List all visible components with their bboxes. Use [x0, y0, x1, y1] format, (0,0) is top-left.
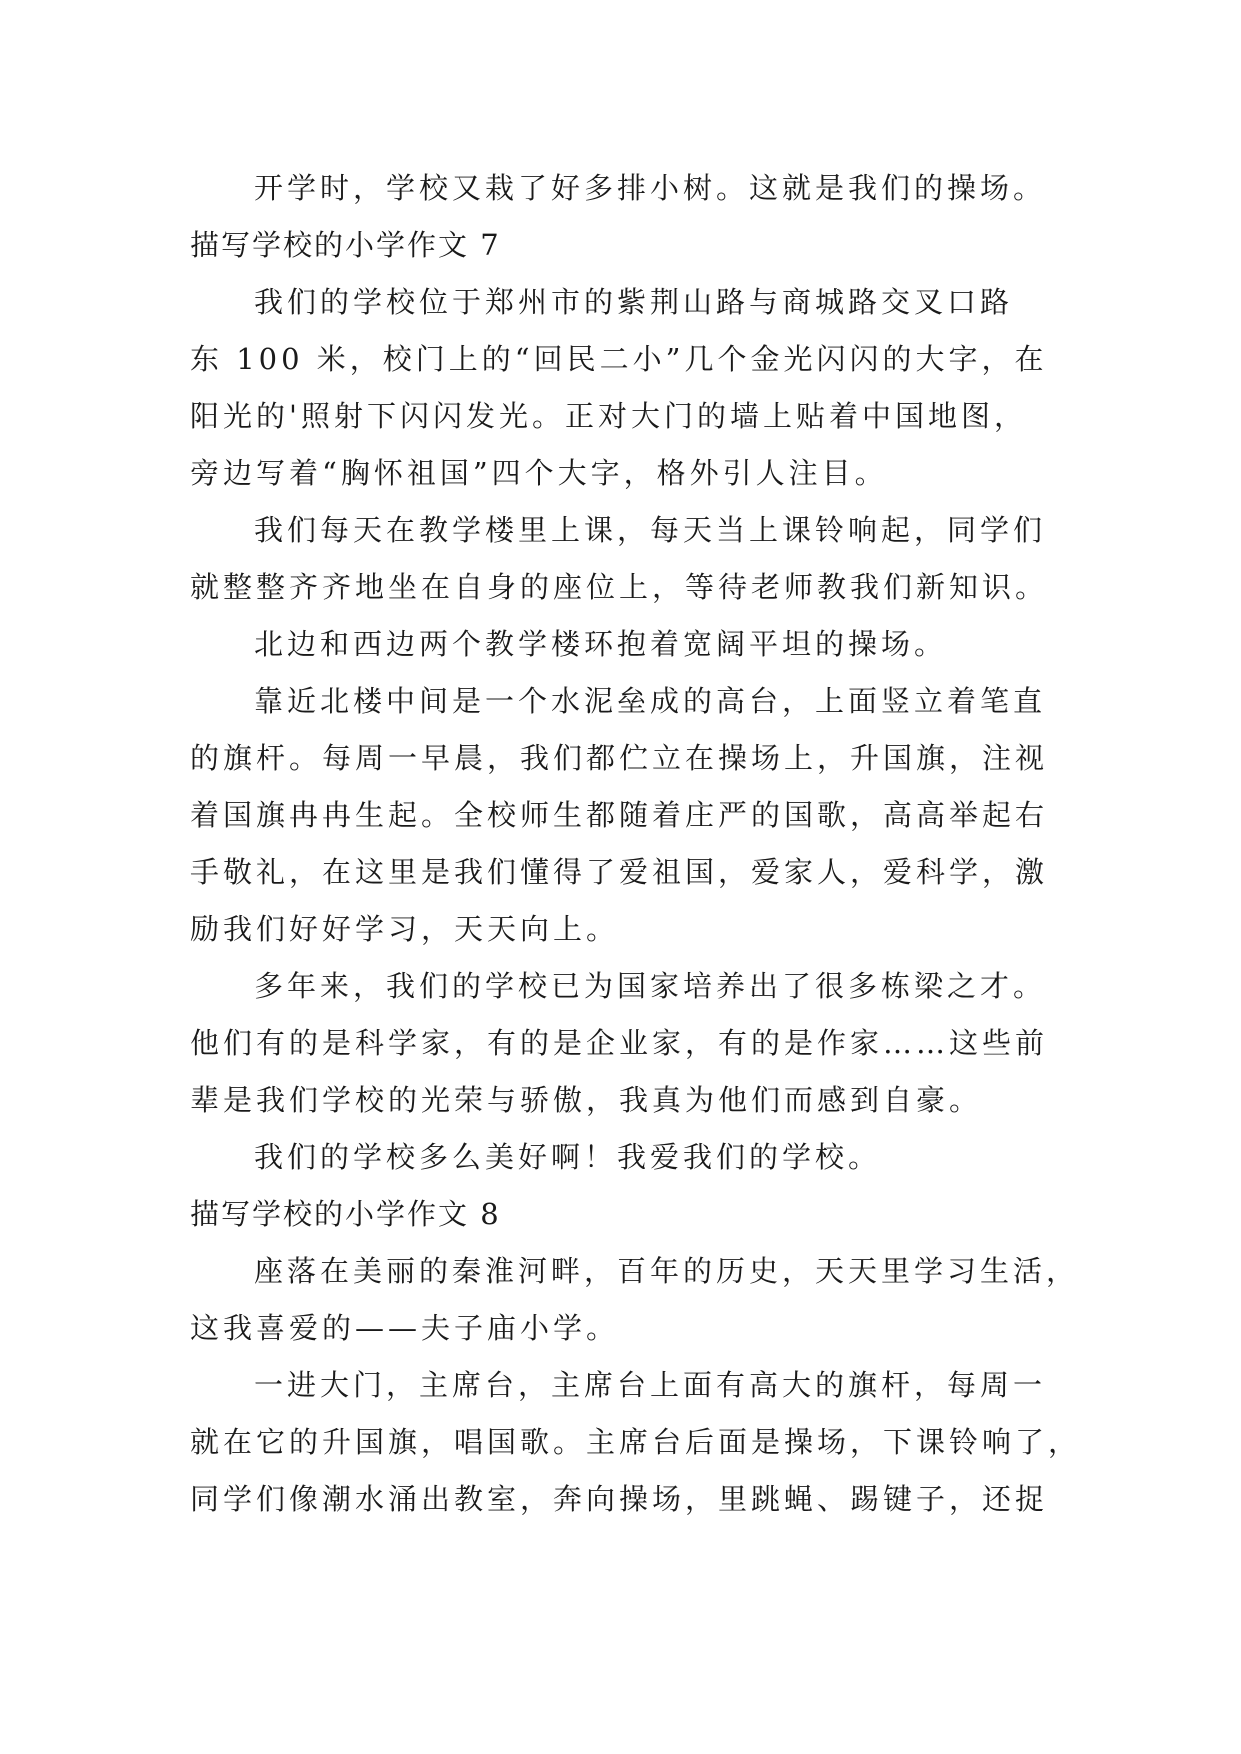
- paragraph-line: 手敬礼，在这里是我们懂得了爱祖国，爱家人，爱科学，激: [190, 855, 1049, 889]
- paragraph-line: 的旗杆。每周一早晨，我们都伫立在操场上，升国旗，注视: [190, 741, 1049, 775]
- section-heading: 描写学校的小学作文 8: [190, 1197, 501, 1231]
- paragraph-line: 座落在美丽的秦淮河畔，百年的历史，天天里学习生活，: [254, 1254, 1080, 1288]
- section-heading: 描写学校的小学作文 7: [190, 228, 501, 262]
- paragraph-line: 我们的学校多么美好啊！我爱我们的学校。: [254, 1140, 882, 1174]
- paragraph-line: 北边和西边两个教学楼环抱着宽阔平坦的操场。: [254, 627, 948, 661]
- paragraph-line: 他们有的是科学家，有的是企业家，有的是作家……这些前: [190, 1026, 1049, 1060]
- paragraph-line: 我们的学校位于郑州市的紫荆山路与商城路交叉口路: [254, 285, 1014, 319]
- paragraph-line: 我们每天在教学楼里上课，每天当上课铃响起，同学们: [254, 513, 1047, 547]
- paragraph-line: 靠近北楼中间是一个水泥垒成的高台，上面竖立着笔直: [254, 684, 1047, 718]
- paragraph-line: 就整整齐齐地坐在自身的座位上，等待老师教我们新知识。: [190, 570, 1049, 604]
- paragraph-line: 东 100 米，校门上的“回民二小”几个金光闪闪的大字，在: [190, 342, 1048, 376]
- paragraph-line: 辈是我们学校的光荣与骄傲，我真为他们而感到自豪。: [190, 1083, 983, 1117]
- paragraph-line: 就在它的升国旗，唱国歌。主席台后面是操场，下课铃响了，: [190, 1425, 1082, 1459]
- paragraph-line: 开学时，学校又栽了好多排小树。这就是我们的操场。: [254, 171, 1047, 205]
- paragraph-line: 一进大门，主席台，主席台上面有高大的旗杆，每周一: [254, 1368, 1047, 1402]
- paragraph-line: 这我喜爱的——夫子庙小学。: [190, 1311, 620, 1345]
- paragraph-line: 着国旗冉冉生起。全校师生都随着庄严的国歌，高高举起右: [190, 798, 1049, 832]
- paragraph-line: 多年来，我们的学校已为国家培养出了很多栋梁之才。: [254, 969, 1047, 1003]
- document-body: [190, 160, 1082, 1528]
- paragraph-line: 阳光的'照射下闪闪发光。正对大门的墙上贴着中国地图，: [190, 399, 1027, 433]
- paragraph-line: 同学们像潮水涌出教室，奔向操场，里跳蝇、踢键子，还捉: [190, 1482, 1049, 1516]
- paragraph-line: 励我们好好学习，天天向上。: [190, 912, 620, 946]
- paragraph-line: 旁边写着“胸怀祖国”四个大字，格外引人注目。: [190, 456, 888, 490]
